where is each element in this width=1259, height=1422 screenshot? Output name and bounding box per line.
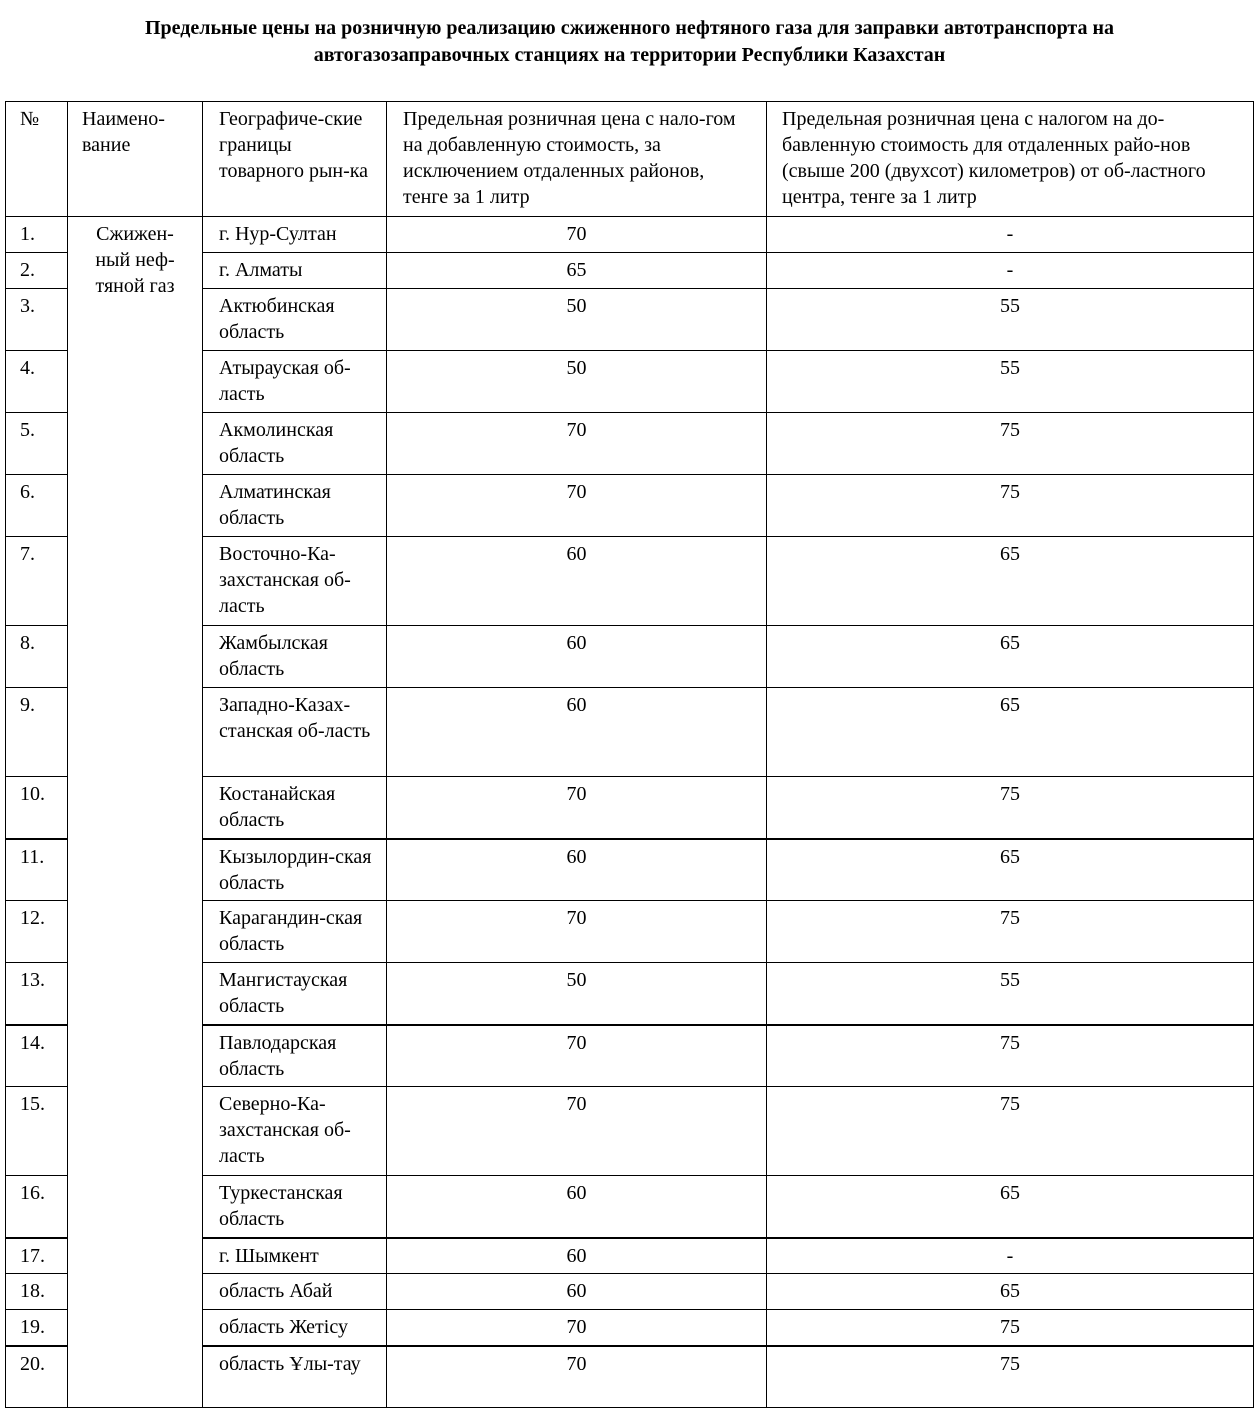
price-value: 60 <box>387 537 767 626</box>
price-value: 60 <box>387 1274 767 1310</box>
price-table-body <box>6 102 1254 1408</box>
region-name: область Жетісу <box>203 1310 387 1346</box>
price-value: 60 <box>387 1238 767 1274</box>
remote-price-value: 75 <box>767 1025 1254 1087</box>
remote-price-value: 75 <box>767 413 1254 475</box>
row-number: 19. <box>6 1310 68 1346</box>
region-name: г. Нур-Султан <box>203 217 387 253</box>
remote-price-value: 55 <box>767 289 1254 351</box>
region-name: Северно-Ка-захстанская об-ласть <box>203 1087 387 1176</box>
price-value: 70 <box>387 475 767 537</box>
price-value: 70 <box>387 1310 767 1346</box>
remote-price-value: 65 <box>767 1176 1254 1238</box>
region-name: Алматинская область <box>203 475 387 537</box>
header-num: № <box>6 102 68 217</box>
header-geo: Географиче-ские границы товарного рын-ка <box>203 102 387 217</box>
header-name: Наимено-вание <box>68 102 203 217</box>
price-table <box>5 101 1254 1408</box>
region-name: Туркестанская область <box>203 1176 387 1238</box>
remote-price-value: 75 <box>767 1346 1254 1408</box>
price-value: 70 <box>387 1087 767 1176</box>
header-price: Предельная розничная цена с нало-гом на добавленную стоимость, за исключением отдаленных районов, тенге за 1 литр <box>387 102 767 217</box>
region-name: Атырауская об-ласть <box>203 351 387 413</box>
region-name: область Абай <box>203 1274 387 1310</box>
title-line-2: автогазозаправочных станциях на территории Республики Казахстан <box>313 44 946 66</box>
region-name: Мангистауская область <box>203 963 387 1025</box>
price-value: 70 <box>387 1025 767 1087</box>
price-value: 60 <box>387 1176 767 1238</box>
price-value: 70 <box>387 901 767 963</box>
price-value: 50 <box>387 289 767 351</box>
row-number: 10. <box>6 777 68 839</box>
remote-price-value: - <box>767 217 1254 253</box>
row-number: 1. <box>6 217 68 253</box>
price-value: 70 <box>387 777 767 839</box>
region-name: Карагандин-ская область <box>203 901 387 963</box>
document-title <box>0 15 1259 69</box>
row-number: 15. <box>6 1087 68 1176</box>
header-remote-price: Предельная розничная цена с налогом на до-бавленную стоимость для отдаленных райо-нов (свыше 200 (двухсот) километров) от об-ластного центра, тенге за 1 литр <box>767 102 1254 217</box>
remote-price-value: 75 <box>767 1087 1254 1176</box>
row-number: 8. <box>6 626 68 688</box>
row-number: 2. <box>6 253 68 289</box>
remote-price-value: - <box>767 1238 1254 1274</box>
price-value: 60 <box>387 688 767 777</box>
row-number: 4. <box>6 351 68 413</box>
remote-price-value: 75 <box>767 475 1254 537</box>
region-name: Западно-Казах-станская об-ласть <box>203 688 387 777</box>
region-name: Кызылордин-ская область <box>203 839 387 901</box>
price-value: 70 <box>387 413 767 475</box>
price-value: 70 <box>387 217 767 253</box>
region-name: г. Шымкент <box>203 1238 387 1274</box>
title-line-1: Предельные цены на розничную реализацию сжиженного нефтяного газа для заправки автотранспорта на <box>144 17 1115 39</box>
price-value: 65 <box>387 253 767 289</box>
row-number: 16. <box>6 1176 68 1238</box>
region-name: Актюбинская область <box>203 289 387 351</box>
row-number: 13. <box>6 963 68 1025</box>
row-number: 11. <box>6 839 68 901</box>
header-row <box>6 102 1254 217</box>
remote-price-value: 55 <box>767 351 1254 413</box>
remote-price-value: 65 <box>767 839 1254 901</box>
price-value: 50 <box>387 963 767 1025</box>
row-number: 12. <box>6 901 68 963</box>
region-name: Костанайская область <box>203 777 387 839</box>
region-name: Восточно-Ка-захстанская об-ласть <box>203 537 387 626</box>
row-number: 6. <box>6 475 68 537</box>
table-row <box>6 217 1254 253</box>
remote-price-value: 75 <box>767 901 1254 963</box>
remote-price-value: 75 <box>767 777 1254 839</box>
remote-price-value: 65 <box>767 688 1254 777</box>
region-name: Павлодарская область <box>203 1025 387 1087</box>
row-number: 14. <box>6 1025 68 1087</box>
remote-price-value: - <box>767 253 1254 289</box>
remote-price-value: 65 <box>767 1274 1254 1310</box>
price-value: 70 <box>387 1346 767 1408</box>
price-value: 50 <box>387 351 767 413</box>
product-name: Сжижен-ный неф-тяной газ <box>68 217 203 1408</box>
price-value: 60 <box>387 839 767 901</box>
remote-price-value: 55 <box>767 963 1254 1025</box>
region-name: Акмолинская область <box>203 413 387 475</box>
price-value: 60 <box>387 626 767 688</box>
remote-price-value: 65 <box>767 537 1254 626</box>
row-number: 18. <box>6 1274 68 1310</box>
row-number: 20. <box>6 1346 68 1408</box>
row-number: 9. <box>6 688 68 777</box>
row-number: 17. <box>6 1238 68 1274</box>
row-number: 3. <box>6 289 68 351</box>
remote-price-value: 65 <box>767 626 1254 688</box>
row-number: 7. <box>6 537 68 626</box>
row-number: 5. <box>6 413 68 475</box>
region-name: г. Алматы <box>203 253 387 289</box>
region-name: область Ұлы-тау <box>203 1346 387 1408</box>
remote-price-value: 75 <box>767 1310 1254 1346</box>
region-name: Жамбылская область <box>203 626 387 688</box>
